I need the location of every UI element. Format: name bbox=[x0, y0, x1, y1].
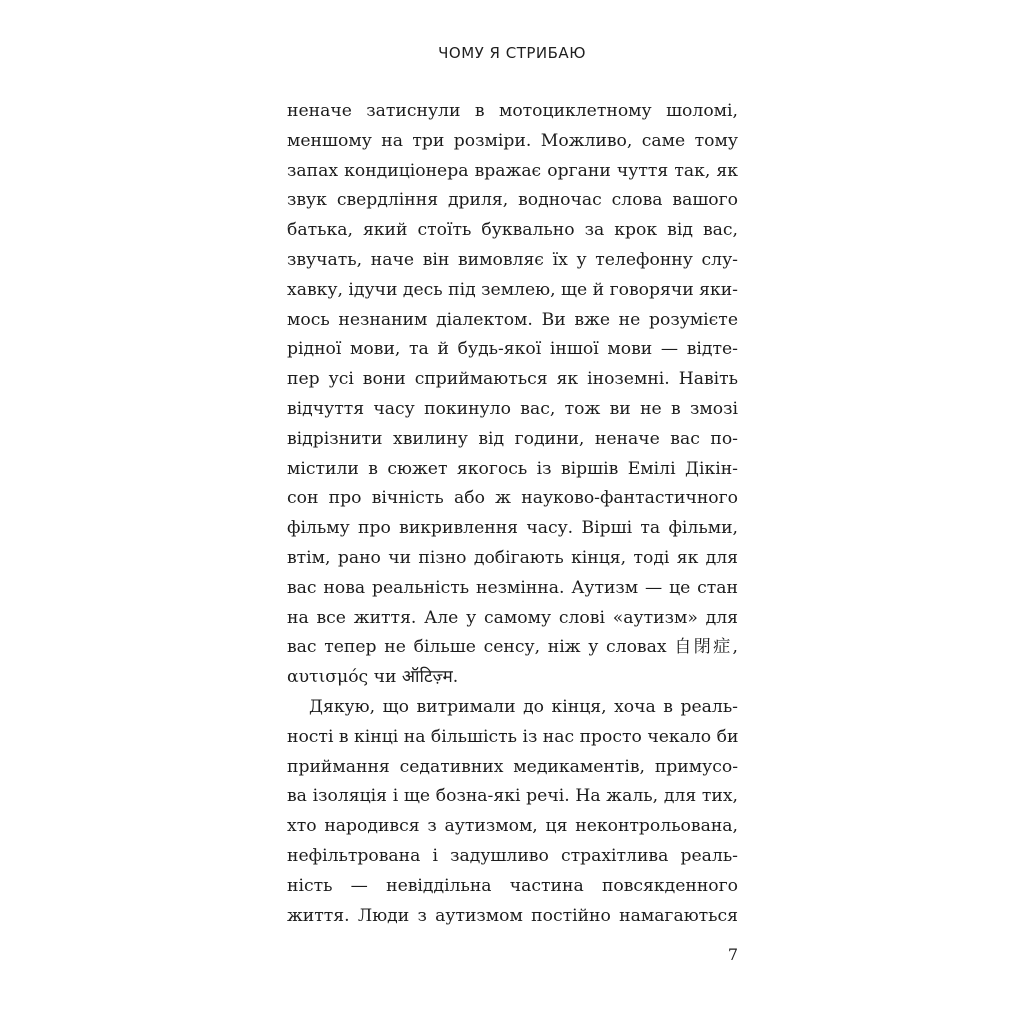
text-line: вас нова реальність незмінна. Аутизм — це стан bbox=[287, 577, 738, 598]
text-line-paragraph-start: Дякую, що витримали до кінця, хоча в реаль- bbox=[309, 696, 738, 717]
page-number: 7 bbox=[727, 945, 738, 964]
text-line: батька, який стоїть буквально за крок від вас, bbox=[287, 220, 738, 241]
text-line: меншому на три розміри. Можливо, саме тому bbox=[287, 130, 738, 151]
text-line: рідної мови, та й будь-якої іншої мови — відте- bbox=[287, 339, 738, 360]
text-line: втім, рано чи пізно добігають кінця, тоді як для bbox=[287, 547, 738, 568]
text-line: пер усі вони сприймаються як іноземні. Навіть bbox=[287, 369, 738, 390]
text-line: неначе затиснули в мотоциклетному шоломі, bbox=[287, 101, 738, 121]
text-line: ності в кінці на більшість із нас просто чекало би bbox=[287, 726, 739, 747]
text-line: містили в сюжет якогось із віршів Емілі Дікін- bbox=[287, 458, 738, 479]
text-line: приймання седативних медикаментів, примусо- bbox=[287, 756, 738, 777]
text-line: мось незнаним діалектом. Ви вже не розумієте bbox=[287, 309, 738, 330]
text-line: фільму про викривлення часу. Вірші та фільми, bbox=[287, 518, 738, 539]
text-line: хавку, ідучи десь під землею, ще й говорячи яки- bbox=[287, 279, 738, 300]
text-line: відрізнити хвилину від години, неначе вас по- bbox=[287, 428, 738, 449]
text-line: хто народився з аутизмом, ця неконтрольована, bbox=[287, 816, 738, 837]
text-line: сон про вічність або ж науково-фантастичного bbox=[287, 488, 738, 509]
text-line-paragraph-end: αυτισμός чи ऑटिज़्म. bbox=[287, 667, 459, 688]
text-line: на все життя. Але у самому слові «аутизм» для bbox=[287, 607, 738, 628]
running-head: ЧОМУ Я СТРИБАЮ bbox=[438, 44, 586, 62]
text-line: життя. Люди з аутизмом постійно намагаються bbox=[287, 905, 738, 926]
text-line: ність — невіддільна частина повсякденного bbox=[287, 875, 738, 896]
body-text bbox=[287, 97, 738, 931]
text-line: нефільтрована і задушливо страхітлива реаль- bbox=[287, 845, 738, 866]
text-line: відчуття часу покинуло вас, тож ви не в змозі bbox=[287, 398, 738, 419]
text-line: звук свердління дриля, водночас слова вашого bbox=[287, 190, 738, 211]
text-line: звучать, наче він вимовляє їх у телефонну слу- bbox=[287, 249, 738, 270]
text-line: ва ізоляція і ще бозна-які речі. На жаль, для тих, bbox=[287, 786, 738, 807]
text-line: вас тепер не більше сенсу, ніж у словах 自閉症, bbox=[287, 637, 738, 658]
text-line: запах кондиціонера вражає органи чуття так, як bbox=[287, 160, 738, 181]
